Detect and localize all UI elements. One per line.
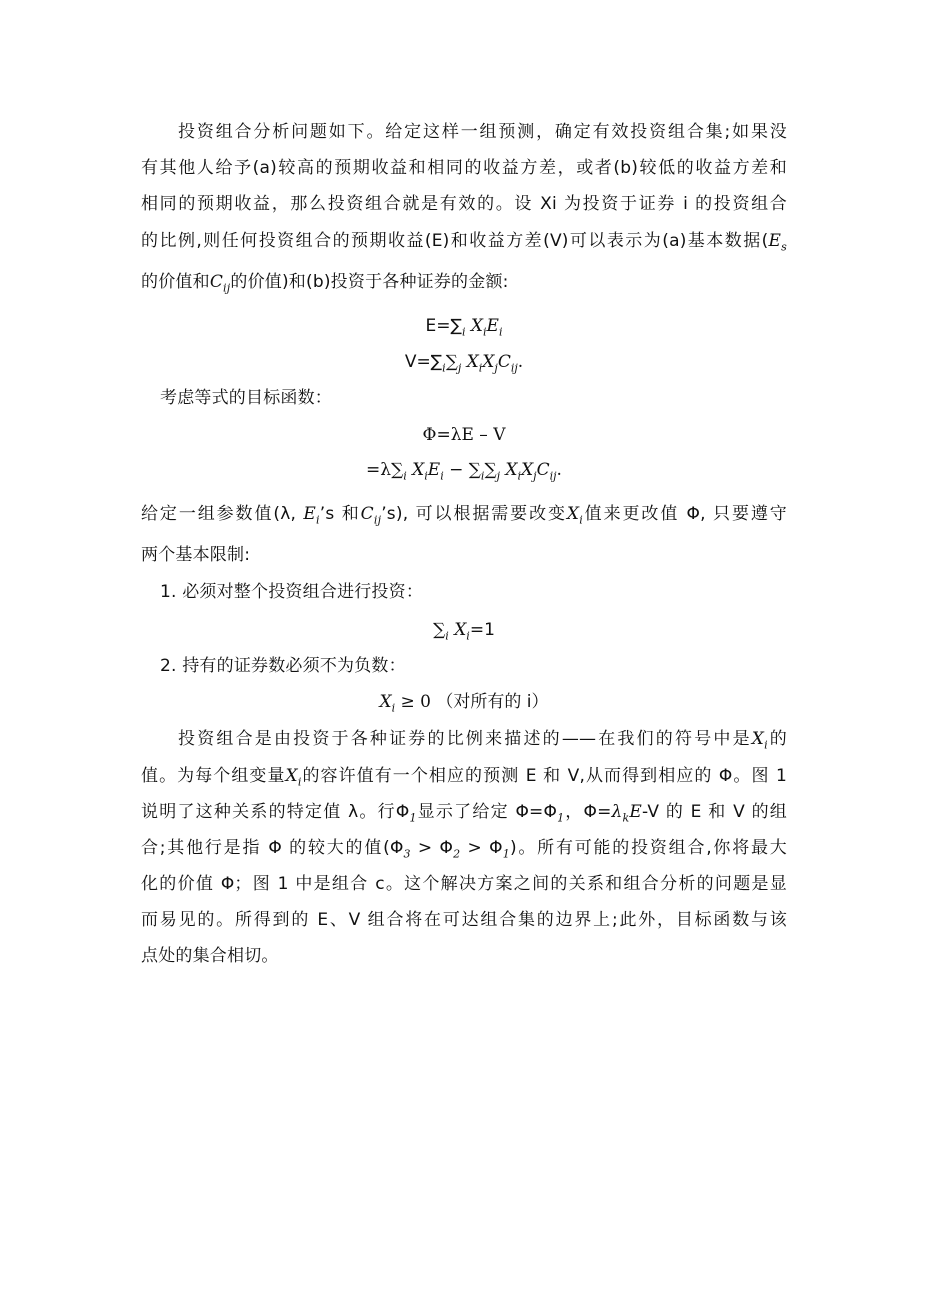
- para3-line1: 投资组合是由投资于各种证券的比例来描述的——在我们的符号中是$X_i$的: [178, 729, 788, 752]
- para1-line1: 投资组合分析问题如下。给定这样一组预测，确定有效投资组合集;如果没: [178, 122, 787, 142]
- para3-line7: 点处的集合相切。: [141, 946, 279, 966]
- para3-line3: 说明了这种关系的特定值 λ。行$\Phi_1$显示了给定 $\Phi=\Phi_1$，$\Phi=\lambda_kE-V$ 的 E 和 V 的组: [141, 802, 787, 825]
- para1-line5: 的价值和$C_{ij}$的价值)和(b)投资于各种证券的金额:: [141, 272, 509, 295]
- formula-expected-return: $E=\sum_i$ $X_iE_i$: [425, 316, 503, 339]
- formula-variance: $V=\sum_i\sum_j$ $X_iX_jC_{ij}$.: [404, 352, 524, 375]
- formula-objective: Φ=λE – V: [422, 425, 506, 445]
- constraint-1-num: 1.: [160, 582, 177, 602]
- para1-line4: 的比例,则任何投资组合的预期收益(E)和收益方差(V)可以表示为(a)基本数据($E_s$: [141, 231, 787, 254]
- para3-line6: 而易见的。所得到的 E、V 组合将在可达组合集的边界上;此外，目标函数与该: [141, 910, 787, 930]
- para2-line2: 两个基本限制:: [141, 545, 251, 565]
- constraint-2-num: 2.: [160, 656, 177, 676]
- constraint-2-text: 持有的证券数必须不为负数：: [182, 656, 406, 676]
- para1-line3: 相同的预期收益，那么投资组合就是有效的。设 Xi 为投资于证券 i 的投资组合: [141, 194, 787, 214]
- constraint-1: [160, 580, 787, 604]
- constraint-1-text: 必须对整个投资组合进行投资：: [182, 582, 424, 602]
- constraint-2: [160, 654, 787, 678]
- para3-line2: 值。为每个组变量$X_i$的容许值有一个相应的预测 E 和 V,从而得到相应的 Φ。图 1: [141, 766, 787, 789]
- para2-line1: 给定一组参数值(λ, $E_i’s$ 和$C_{ij}’s$), 可以根据需要改变$X_i$值来更改值 Φ, 只要遵守: [141, 504, 787, 527]
- formula-objective-expanded: $=\lambda\sum_i$ $X_iE_i - \sum_i\sum_j$ $X_iX_jC_{ij}$.: [366, 460, 562, 483]
- para3-line4: 合;其他行是指 Φ 的较大的值$(\Phi_3 > \Phi_2 > \Phi_1)$。所有可能的投资组合,你将最大: [141, 838, 787, 861]
- formula-nonnegative-constraint: $X_i \ge 0$ （对所有的 i）: [379, 692, 549, 715]
- para1-line2: 有其他人给予(a)较高的预期收益和相同的收益方差，或者(b)较低的收益方差和: [141, 158, 787, 178]
- para3-line5: 化的价值 Φ；图 1 中是组合 c。这个解决方案之间的关系和组合分析的问题是显: [141, 874, 787, 894]
- objective-intro: 考虑等式的目标函数：: [160, 388, 332, 408]
- formula-budget-constraint: $\sum_i$ $X_i=1$: [433, 620, 495, 643]
